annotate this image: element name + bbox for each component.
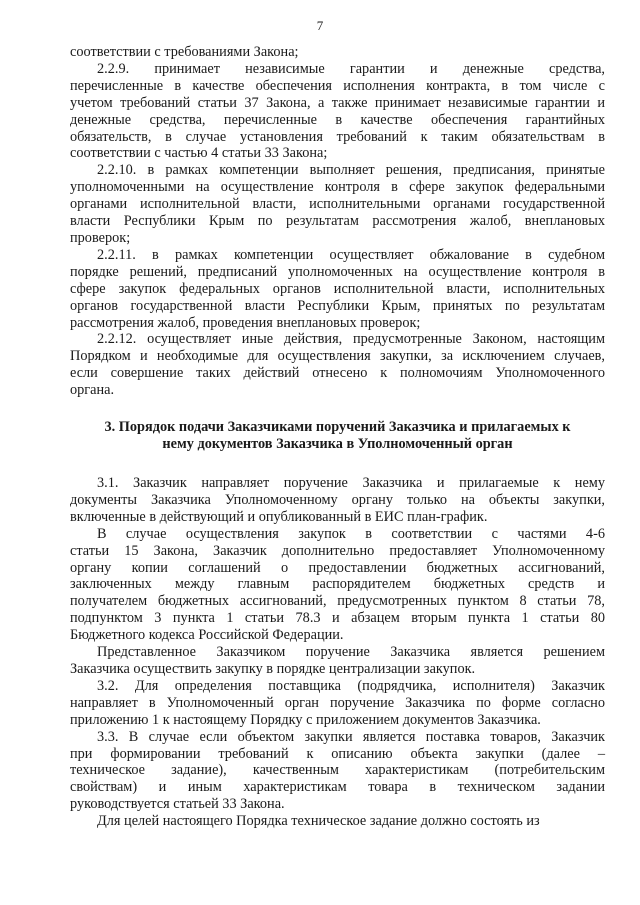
text-line: власти Республики Крым по результатам рассмотрения жалоб, внеплановых (70, 213, 605, 230)
text-line: свойствам) и иным характеристикам товара в техническом задании (70, 779, 605, 796)
text-line: приложению 1 к настоящему Порядку с приложением документов Заказчика. (70, 711, 541, 728)
text-line: руководствуется статьей 33 Закона. (70, 796, 285, 813)
text-line: направляет в Уполномоченный орган поручение Заказчика по форме согласно (70, 694, 605, 711)
text-line: В случае осуществления закупок в соответствии с частями 4-6 (97, 525, 605, 542)
page-number: 7 (316, 18, 324, 33)
text-line: 2.2.10. в рамках компетенции выполняет решения, предписания, принятые (97, 162, 605, 179)
section-3-heading-line-1: 3. Порядок подачи Заказчиками поручений Заказчика и прилагаемых к (104, 419, 571, 436)
text-line: органов государственной власти Республики Крым, принятых по результатам (70, 297, 605, 314)
text-line: заключенных между главным распорядителем бюджетных средств и (70, 576, 605, 593)
text-line: Порядком и необходимые для осуществления закупки, за исключением случаев, (70, 348, 605, 365)
paragraph (70, 331, 605, 399)
paragraph (70, 678, 605, 729)
document-body (70, 44, 605, 830)
text-line: перечисленные в качестве обеспечения исполнения контракта, в том числе с (70, 77, 605, 94)
text-line: 3.2. Для определения поставщика (подрядчика, исполнителя) Заказчик (97, 677, 605, 694)
paragraph (70, 162, 605, 247)
paragraph (70, 44, 605, 61)
text-line: органу копии соглашений о предоставлении бюджетных ассигнований, (70, 559, 605, 576)
text-line: Бюджетного кодекса Российской Федерации. (70, 627, 344, 644)
section-3-paragraphs (70, 475, 605, 830)
text-line: получателем бюджетных ассигнований, предусмотренных пунктом 8 статьи 78, (70, 593, 605, 610)
section-3-heading (70, 419, 605, 453)
paragraph (70, 247, 605, 332)
text-line: 3.1. Заказчик направляет поручение Заказчика и прилагаемые к нему (97, 475, 605, 492)
text-line: учетом требований статьи 37 Закона, а также принимает независимые гарантии и (70, 94, 605, 111)
text-line: соответствии с частью 4 статьи 33 Закона; (70, 145, 328, 162)
text-line: уполномоченными на осуществление контроля в сфере закупок федеральными (70, 179, 605, 196)
paragraph (70, 475, 605, 526)
text-line: статьи 15 Закона, Заказчик дополнительно предоставляет Уполномоченному (70, 542, 605, 559)
text-line: 2.2.11. в рамках компетенции осуществляет обжалование в судебном (97, 246, 605, 263)
paragraph (70, 644, 605, 678)
text-line: Для целей настоящего Порядка техническое задание должно состоять из (97, 813, 540, 830)
text-line: порядке решений, предписаний уполномоченных на осуществление контроля в (70, 263, 605, 280)
text-line: органами исполнительной власти, исполнительными органами государственной (70, 196, 605, 213)
paragraph (70, 526, 605, 644)
text-line: соответствии с требованиями Закона; (70, 44, 299, 60)
text-line: при формировании требований к описанию объекта закупки (далее – (70, 745, 605, 762)
section-2-paragraphs (70, 44, 605, 399)
text-line: Заказчика осуществить закупку в порядке централизации закупок. (70, 661, 476, 677)
text-line: рассмотрения жалоб, проведения внеплановых проверок; (70, 314, 421, 331)
text-line: Представленное Заказчиком поручение Заказчика является решением (97, 644, 605, 661)
text-line: документы Заказчика Уполномоченному органу только на объекты закупки, (70, 491, 605, 508)
paragraph (70, 61, 605, 162)
text-line: денежные средства, перечисленные в качестве обеспечения гарантийных (70, 111, 605, 128)
text-line: 3.3. В случае если объектом закупки является поставка товаров, Заказчик (97, 728, 605, 745)
text-line: техническое задание), качественным характеристикам (потребительским (70, 762, 605, 779)
text-line: 2.2.9. принимает независимые гарантии и денежные средства, (97, 60, 605, 77)
text-line: проверок; (70, 229, 131, 246)
paragraph (70, 729, 605, 814)
text-line: 2.2.12. осуществляет иные действия, предусмотренные Законом, настоящим (97, 331, 605, 348)
paragraph (70, 813, 605, 830)
section-3-heading-line-2: нему документов Заказчика в Уполномоченный орган (162, 436, 513, 453)
text-line: сфере закупок федеральных органов исполнительной власти, исполнительных (70, 280, 605, 297)
text-line: обязательств, в случае установления требований к таким обязательствам в (70, 128, 605, 145)
text-line: включенные в действующий и опубликованный в ЕИС план-график. (70, 508, 488, 525)
text-line: если совершение таких действий отнесено к полномочиям Уполномоченного (70, 365, 605, 382)
text-line: подпунктом 3 пункта 1 статьи 78.3 и абзацем вторым пункта 1 статьи 80 (70, 610, 605, 627)
text-line: органа. (70, 382, 115, 399)
